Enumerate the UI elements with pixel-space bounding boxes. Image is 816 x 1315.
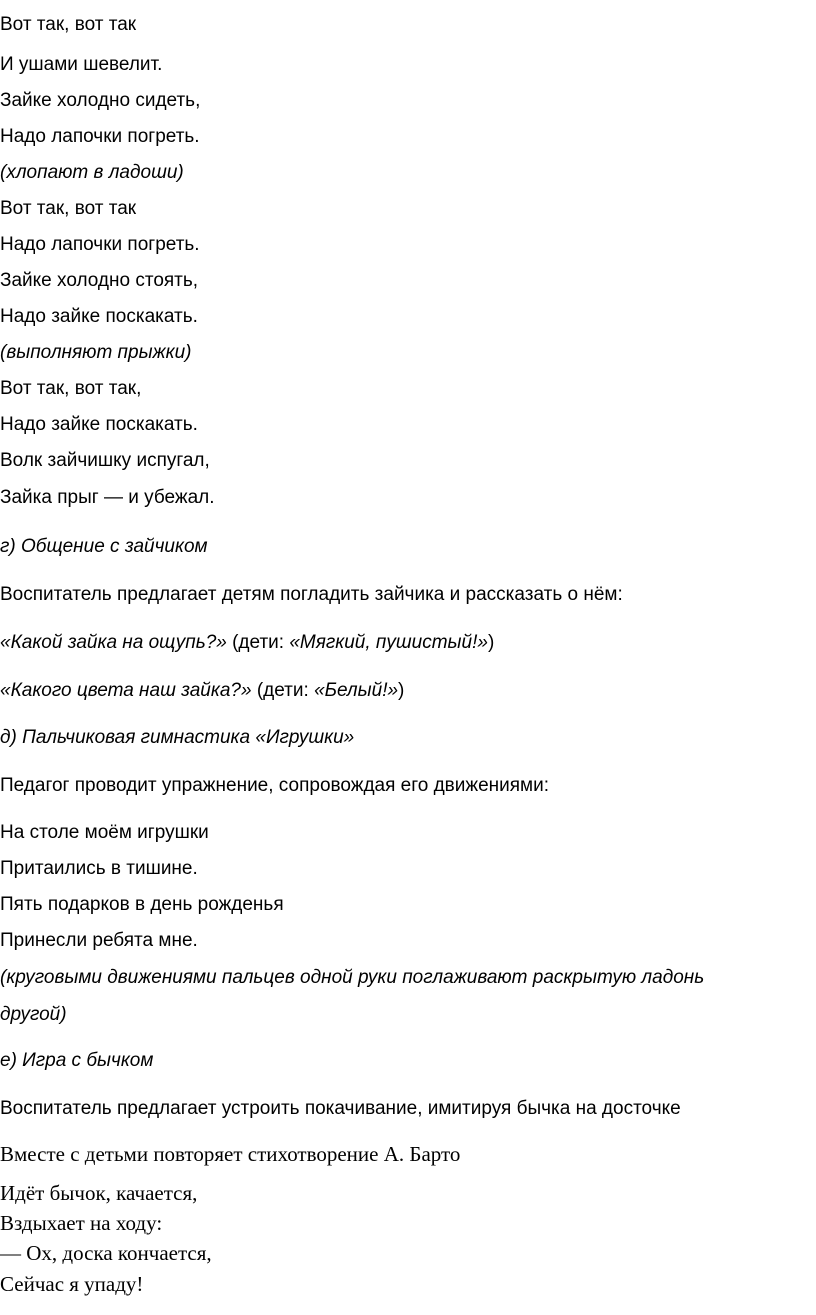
poem-line: Вот так, вот так [0,198,137,219]
poem-line: И ушами шевелит. [0,54,163,75]
dialogue-line [0,631,494,655]
stage-direction: (выполняют прыжки) [0,342,192,363]
rhyme-line: Пять подарков в день рожденья [0,894,284,915]
dialogue-line [0,679,404,703]
rhyme-line: Притаились в тишине. [0,858,198,879]
question-text: «Какого цвета наш зайка?» [0,680,252,701]
poem-line: Волк зайчишку испугал, [0,450,210,471]
closing-paren: ) [398,680,405,701]
poem-line: Зайке холодно стоять, [0,270,199,291]
poem-line: Сейчас я упаду! [0,1272,144,1296]
poem-line: Идёт бычок, качается, [0,1181,198,1205]
section-heading: г) Общение с зайчиком [0,536,208,557]
poem-line: Надо лапочки погреть. [0,126,200,147]
poem-line: Надо зайке поскакать. [0,306,198,327]
question-text: «Какой зайка на ощупь?» [0,632,227,653]
poem-line: Вот так, вот так, [0,378,142,399]
section-heading: д) Пальчиковая гимнастика «Игрушки» [0,727,355,748]
poem-line: — Ох, доска кончается, [0,1241,212,1265]
lead-line: Вместе с детьми повторяет стихотворение А. Барто [0,1142,461,1166]
poem-line: Надо лапочки погреть. [0,234,200,255]
stage-direction: (круговыми движениями пальцев одной руки поглаживают раскрытую ладонь [0,967,705,988]
poem-line: Зайка прыг — и убежал. [0,487,215,508]
poem-line: Зайке холодно сидеть, [0,90,201,111]
answer-text: «Белый!» [314,680,399,701]
section-heading: е) Игра с бычком [0,1050,154,1071]
children-label: (дети: [251,680,315,701]
poem-line: Надо зайке поскакать. [0,414,198,435]
stage-direction: другой) [0,1004,67,1025]
rhyme-line: Принесли ребята мне. [0,930,198,951]
rhyme-line: На столе моём игрушки [0,822,209,843]
stage-direction: (хлопают в ладоши) [0,162,184,183]
section-intro: Воспитатель предлагает устроить покачивание, имитируя бычка на досточке [0,1098,681,1119]
section-intro: Воспитатель предлагает детям погладить зайчика и рассказать о нём: [0,584,623,605]
poem-line: Вот так, вот так [0,14,137,35]
children-label: (дети: [226,632,290,653]
answer-text: «Мягкий, пушистый!» [289,632,488,653]
poem-line: Вздыхает на ходу: [0,1211,163,1235]
section-intro: Педагог проводит упражнение, сопровождая его движениями: [0,775,550,796]
closing-paren: ) [487,632,495,653]
